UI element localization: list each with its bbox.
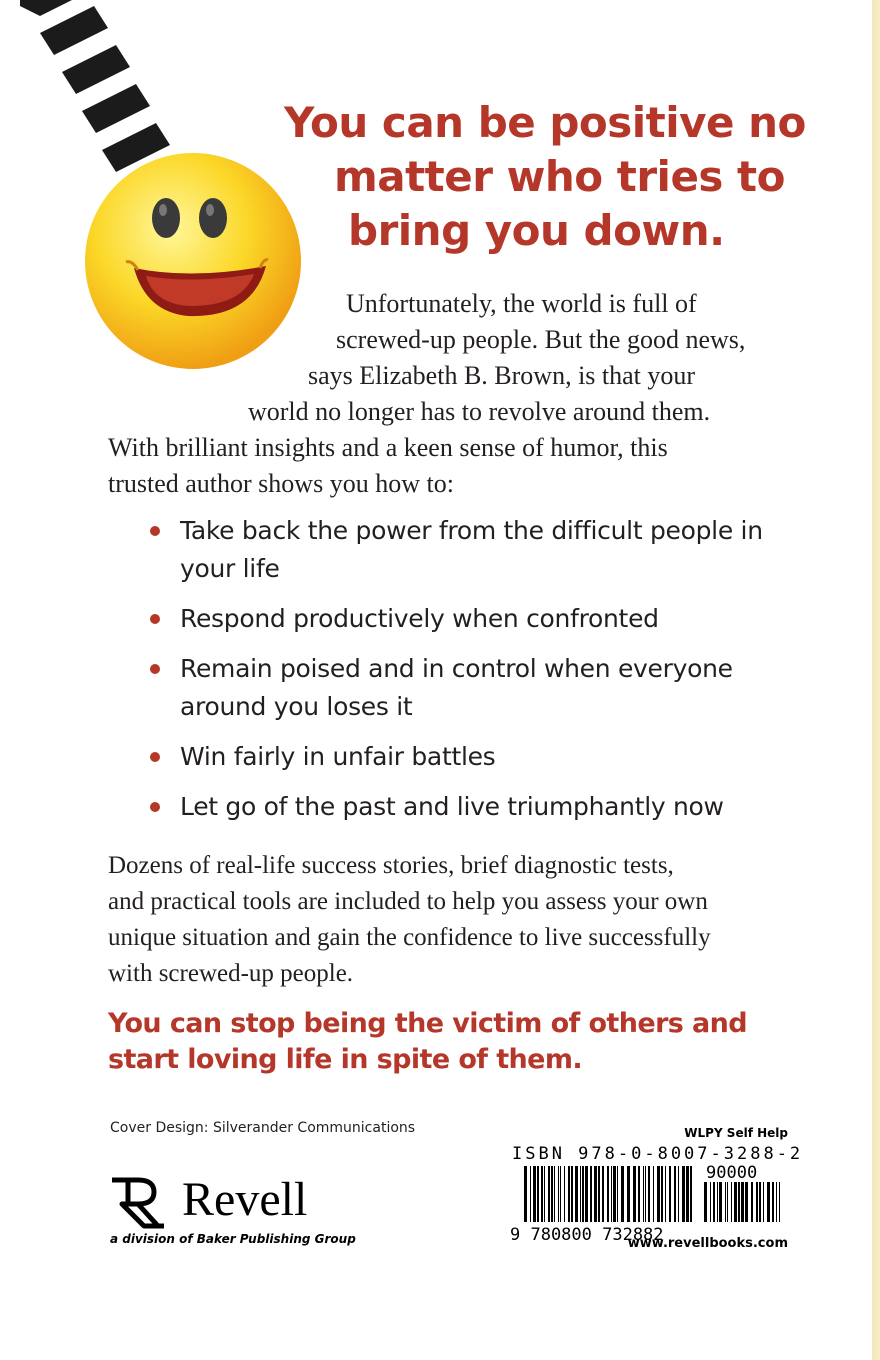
barcode-bar <box>564 1166 565 1222</box>
list-item <box>148 512 788 588</box>
publisher-division: a division of Baker Publishing Group <box>110 1232 356 1246</box>
barcode-bar <box>725 1182 726 1222</box>
cover-edge-strip <box>872 0 880 1360</box>
barcode-bar <box>710 1182 711 1222</box>
barcode-bar <box>537 1166 539 1222</box>
barcode-bar <box>530 1166 531 1222</box>
category-label: WLPY Self Help <box>684 1126 788 1140</box>
tagline-line: You can stop being the victim of others and <box>108 1008 748 1039</box>
barcode-bar <box>645 1166 646 1222</box>
barcode-bar <box>594 1166 597 1222</box>
barcode-bar <box>674 1166 676 1222</box>
barcode-bar <box>731 1182 732 1222</box>
intro-line: world no longer has to revolve around them. <box>248 397 711 426</box>
barcode-bar <box>568 1166 570 1222</box>
bullet-dot-icon <box>150 614 160 624</box>
revell-r-logo-icon <box>108 1174 176 1230</box>
tagline-line: start loving life in spite of them. <box>108 1044 583 1075</box>
barcode-bar <box>779 1182 780 1222</box>
barcode-bar <box>713 1182 715 1222</box>
barcode-bar <box>611 1166 612 1222</box>
list-item <box>148 788 788 826</box>
barcode-bar <box>571 1166 573 1222</box>
barcode-bar <box>648 1166 650 1222</box>
barcode-bar <box>560 1166 561 1222</box>
list-item-text: Respond productively when confronted <box>180 604 659 633</box>
barcode-bar <box>727 1182 728 1222</box>
list-item <box>148 650 788 726</box>
barcode-bar <box>704 1182 707 1222</box>
barcode-bar <box>613 1166 616 1222</box>
intro-line: With brilliant insights and a keen sense of humor, this <box>108 433 668 462</box>
benefit-list <box>148 512 788 838</box>
barcode-bar <box>686 1166 689 1222</box>
barcode-bar <box>717 1182 718 1222</box>
closing-paragraph <box>108 848 808 992</box>
barcode-bar <box>607 1166 609 1222</box>
barcode-bar <box>590 1166 592 1222</box>
barcode-bar <box>772 1182 774 1222</box>
barcode-bar <box>669 1166 671 1222</box>
barcode-bar <box>598 1166 600 1222</box>
barcode-bar <box>621 1166 624 1222</box>
list-item-text: Remain poised and in control when everyone around you loses it <box>180 654 733 721</box>
closing-line: unique situation and gain the confidence to live successfully <box>108 924 711 951</box>
barcode-bar <box>657 1166 660 1222</box>
barcode-bar <box>627 1166 630 1222</box>
list-item-text: Win fairly in unfair battles <box>180 742 496 771</box>
list-item-text: Take back the power from the difficult people in your life <box>180 516 763 583</box>
barcode-bar <box>582 1166 584 1222</box>
barcode-bar <box>533 1166 536 1222</box>
cover-design-credit: Cover Design: Silverander Communications <box>110 1120 416 1136</box>
bullet-dot-icon <box>150 526 160 536</box>
barcode-bar <box>653 1166 654 1222</box>
tagline <box>108 1006 828 1078</box>
barcode <box>510 1164 790 1244</box>
headline-line: matter who tries to <box>334 152 785 201</box>
barcode-bar <box>643 1166 644 1222</box>
publisher-website: www.revellbooks.com <box>627 1236 788 1251</box>
barcode-bar <box>751 1182 753 1222</box>
barcode-bar <box>678 1166 679 1222</box>
barcode-bar <box>776 1182 777 1222</box>
barcode-bar <box>665 1166 666 1222</box>
barcode-price-code: 90000 <box>706 1164 758 1183</box>
barcode-bar <box>734 1182 737 1222</box>
barcode-bar <box>767 1182 770 1222</box>
barcode-bar <box>759 1182 761 1222</box>
barcode-bar <box>585 1166 588 1222</box>
barcode-bar <box>638 1166 640 1222</box>
publisher-name: Revell <box>182 1173 308 1226</box>
closing-line: with screwed-up people. <box>108 960 354 987</box>
barcode-bar <box>690 1166 692 1222</box>
intro-line: trusted author shows you how to: <box>108 469 454 498</box>
bullet-dot-icon <box>150 664 160 674</box>
barcode-bar <box>756 1182 758 1222</box>
bullet-dot-icon <box>150 752 160 762</box>
closing-line: Dozens of real-life success stories, brief diagnostic tests, <box>108 852 674 879</box>
headline-line: You can be positive no <box>284 98 806 147</box>
list-item-text: Let go of the past and live triumphantly now <box>180 792 724 821</box>
barcode-bar <box>580 1166 581 1222</box>
headline <box>240 96 806 258</box>
barcode-bar <box>763 1182 764 1222</box>
barcode-bar <box>554 1166 555 1222</box>
intro-line: screwed-up people. But the good news, <box>336 325 746 354</box>
barcode-bar <box>524 1166 527 1222</box>
barcode-bar <box>741 1182 744 1222</box>
barcode-bar <box>661 1166 663 1222</box>
barcode-bar <box>541 1166 543 1222</box>
intro-line: says Elizabeth B. Brown, is that your <box>308 361 696 390</box>
barcode-bar <box>738 1182 740 1222</box>
barcode-bar <box>602 1166 604 1222</box>
barcode-bar <box>633 1166 636 1222</box>
closing-line: and practical tools are included to help you assess your own <box>108 888 708 915</box>
barcode-bar <box>544 1166 545 1222</box>
intro-paragraph <box>108 286 798 502</box>
barcode-number: 9 780800 732882 <box>510 1225 664 1244</box>
isbn-text: ISBN 978-0-8007-3288-2 <box>512 1144 804 1164</box>
publisher-logo <box>108 1172 408 1252</box>
barcode-bar <box>551 1166 553 1222</box>
list-item <box>148 738 788 776</box>
barcode-bar <box>617 1166 618 1222</box>
barcode-bar <box>745 1182 748 1222</box>
barcode-bar <box>548 1166 550 1222</box>
barcode-bar <box>575 1166 578 1222</box>
barcode-bar <box>682 1166 685 1222</box>
intro-line: Unfortunately, the world is full of <box>346 289 697 318</box>
bullet-dot-icon <box>150 802 160 812</box>
barcode-bar <box>719 1182 722 1222</box>
list-item <box>148 600 788 638</box>
headline-line: bring you down. <box>348 206 725 255</box>
barcode-bar <box>558 1166 559 1222</box>
